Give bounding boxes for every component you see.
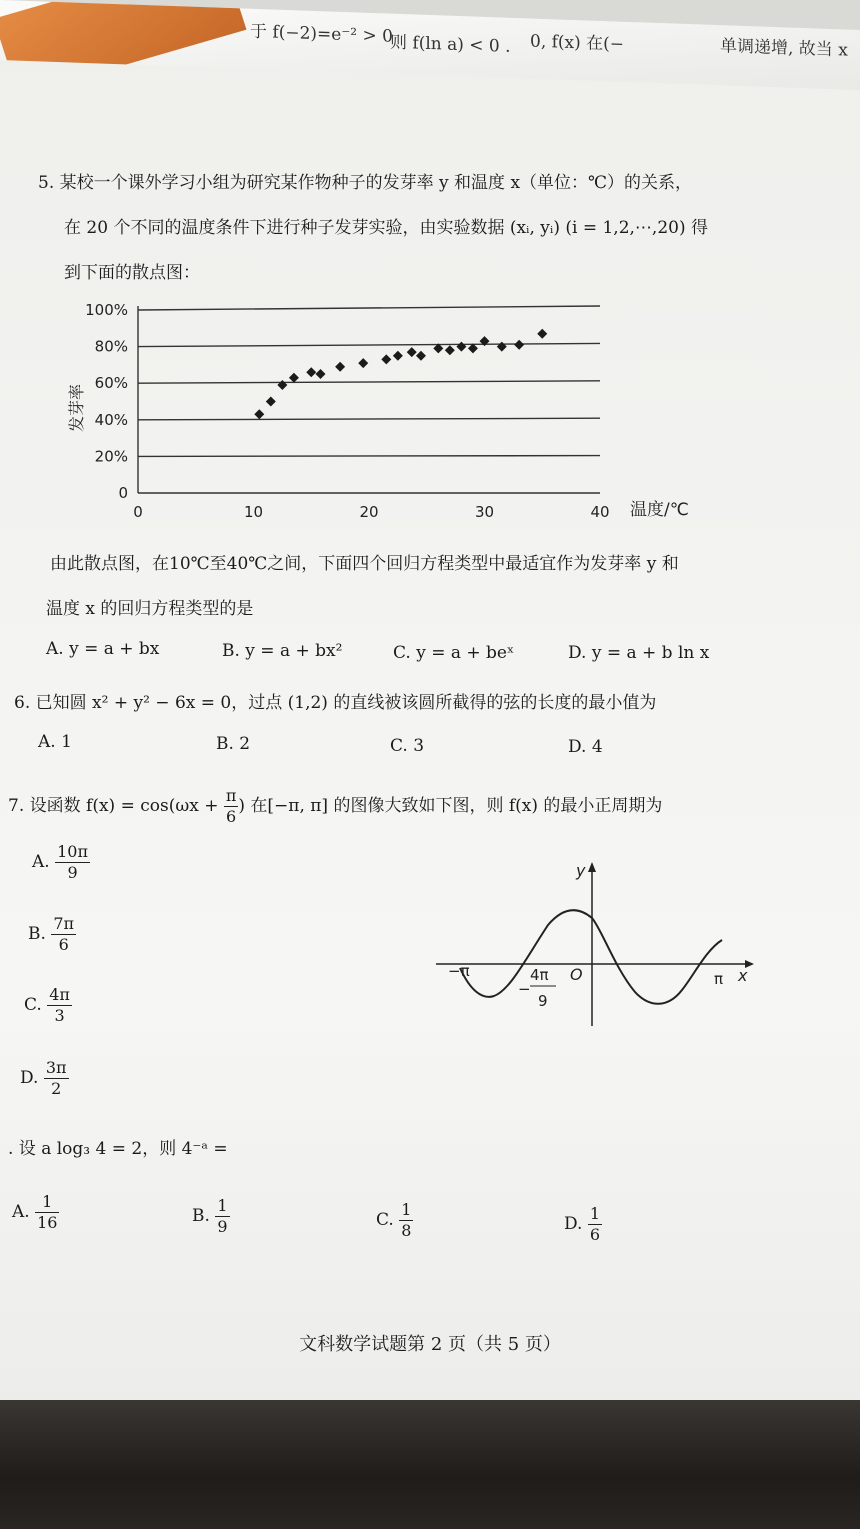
x-tick-label: 30 [474, 503, 495, 521]
chart-grid [138, 306, 600, 493]
top-fragment-d: 单调递增, 故当 x [720, 36, 848, 61]
zero-sign: − [518, 980, 531, 998]
data-point [537, 329, 547, 339]
cosine-graph [430, 850, 760, 1035]
data-point [456, 342, 466, 352]
q6-option-b: B. 2 [216, 734, 251, 754]
y-tick-label: 60% [94, 374, 128, 393]
q5-line3: 到下面的散点图： [64, 263, 200, 283]
q6-line: 6. 已知圆 x² + y² − 6x = 0，过点 (1,2) 的直线被该圆所截得的弦的长度的最小值为 [14, 693, 657, 713]
data-point [416, 351, 426, 361]
q8-option-a-label: A. [12, 1202, 30, 1222]
data-point [514, 340, 524, 350]
data-point [358, 358, 368, 368]
q7-option-c [24, 985, 72, 1026]
x-tick-label: 0 [133, 503, 143, 521]
q8-option-d [564, 1204, 602, 1245]
q7-c-den: 3 [54, 1006, 65, 1025]
q7-d-den: 2 [51, 1079, 62, 1098]
q7-line [8, 786, 662, 827]
q8-d-den: 6 [589, 1225, 601, 1244]
grid-line [138, 343, 600, 346]
data-point [277, 380, 287, 390]
q5-line2: 在 20 个不同的温度条件下进行种子发芽实验，由实验数据 (xᵢ, yᵢ) (i = 1,2,⋯,20) 得 [64, 218, 708, 238]
top-fragment-b: 则 f(ln a) < 0 . [390, 32, 511, 57]
data-point [306, 367, 316, 377]
q6-option-c: C. 3 [390, 736, 425, 756]
q8-a-den: 16 [37, 1213, 58, 1232]
q7-option-b-label: B. [28, 924, 46, 944]
q7-option-a-label: A. [32, 852, 50, 872]
x-tick-label: 20 [359, 503, 379, 521]
q7-c-num: 4π [49, 985, 70, 1004]
scatter-chart [60, 290, 740, 530]
q5-option-d: D. y = a + b ln x [568, 643, 710, 663]
x-axis-label: 温度/℃ [630, 500, 689, 520]
grid-line [138, 306, 600, 310]
q8-option-b [192, 1196, 230, 1237]
q7-option-c-label: C. [24, 995, 42, 1015]
q7-option-d [20, 1058, 69, 1099]
y-tick-label: 0 [118, 484, 128, 502]
grid-line [138, 381, 600, 383]
q8-c-den: 8 [401, 1221, 412, 1240]
data-point [266, 397, 276, 407]
y-tick-label: 100% [85, 301, 128, 319]
q7-a-den: 9 [67, 863, 78, 882]
exam-page [0, 30, 860, 1420]
page-footer: 文科数学试题第 2 页（共 5 页） [299, 1334, 561, 1355]
q7-option-a [32, 842, 90, 883]
y-axis-arrow [588, 862, 596, 872]
y-axis-label: y [576, 861, 586, 880]
y-tick-label: 20% [94, 447, 128, 466]
data-point [289, 373, 299, 383]
data-point [335, 362, 345, 372]
q8-option-b-label: B. [192, 1206, 210, 1226]
data-point [254, 409, 264, 419]
q8-b-num: 1 [217, 1196, 228, 1215]
data-point [445, 345, 455, 355]
grid-line [138, 456, 600, 457]
y-axis-label: 发芽率 [67, 383, 86, 433]
q5-option-c: C. y = a + beˣ [393, 643, 515, 663]
x-tick-label: 10 [243, 503, 264, 521]
q7-text-pre: 7. 设函数 f(x) = cos(ωx + [8, 796, 224, 816]
neg-pi-label: −π [448, 962, 470, 980]
q6-option-d: D. 4 [568, 737, 603, 757]
pi-label: π [714, 970, 724, 988]
data-point [407, 347, 417, 357]
y-tick-label: 40% [94, 410, 128, 429]
q7-option-d-label: D. [20, 1068, 39, 1088]
q8-option-a [12, 1192, 59, 1233]
grid-line [138, 418, 600, 420]
q8-b-den: 9 [217, 1217, 228, 1236]
chart-points [254, 329, 547, 420]
q6-option-a: A. 1 [38, 732, 72, 752]
q8-option-d-label: D. [564, 1214, 583, 1234]
q7-text-post: ) 在[−π, π] 的图像大致如下图，则 f(x) 的最小正周期为 [238, 796, 663, 816]
y-tick-label: 80% [94, 337, 128, 356]
x-tick-label: 40 [590, 503, 610, 521]
q8-option-c-label: C. [376, 1210, 394, 1230]
q7-d-num: 3π [45, 1058, 67, 1077]
data-point [381, 354, 391, 364]
q5-option-b: B. y = a + bx² [222, 641, 343, 661]
chart-ticks [85, 301, 609, 521]
q7-option-b [28, 914, 76, 955]
q8-c-num: 1 [401, 1200, 412, 1219]
q5-line1: 5. 某校一个课外学习小组为研究某作物种子的发芽率 y 和温度 x（单位：℃）的关系， [38, 173, 693, 193]
top-fragment-c: 0, f(x) 在(− [530, 31, 625, 55]
q7-a-num: 10π [57, 842, 88, 861]
q7-frac-den: 6 [226, 807, 237, 826]
top-fragment-a: 于 f(−2)=e⁻² > 0 [250, 21, 393, 47]
q8-option-c [376, 1200, 413, 1241]
q7-b-den: 6 [58, 935, 69, 954]
q7-b-num: 7π [53, 914, 75, 933]
q7-frac-num: π [225, 786, 237, 805]
q8-d-num: 1 [589, 1204, 601, 1223]
q8-a-num: 1 [35, 1192, 59, 1213]
q7-pi-over-6 [224, 786, 239, 827]
zero-den: 9 [538, 992, 548, 1010]
q8-line: . 设 a log₃ 4 = 2，则 4⁻ᵃ = [8, 1139, 228, 1159]
q5-line4: 由此散点图，在10℃至40℃之间，下面四个回归方程类型中最适宜作为发芽率 y 和 [50, 554, 679, 574]
q5-line5: 温度 x 的回归方程类型的是 [46, 599, 254, 619]
data-point [497, 342, 507, 352]
cosine-curve [460, 910, 722, 1004]
x-axis-label: x [738, 966, 748, 985]
background-bottom [0, 1400, 860, 1529]
data-point [315, 369, 325, 379]
data-point [393, 351, 403, 361]
zero-num: 4π [530, 966, 549, 984]
origin-label: O [570, 965, 583, 984]
q5-option-a: A. y = a + bx [46, 639, 160, 659]
